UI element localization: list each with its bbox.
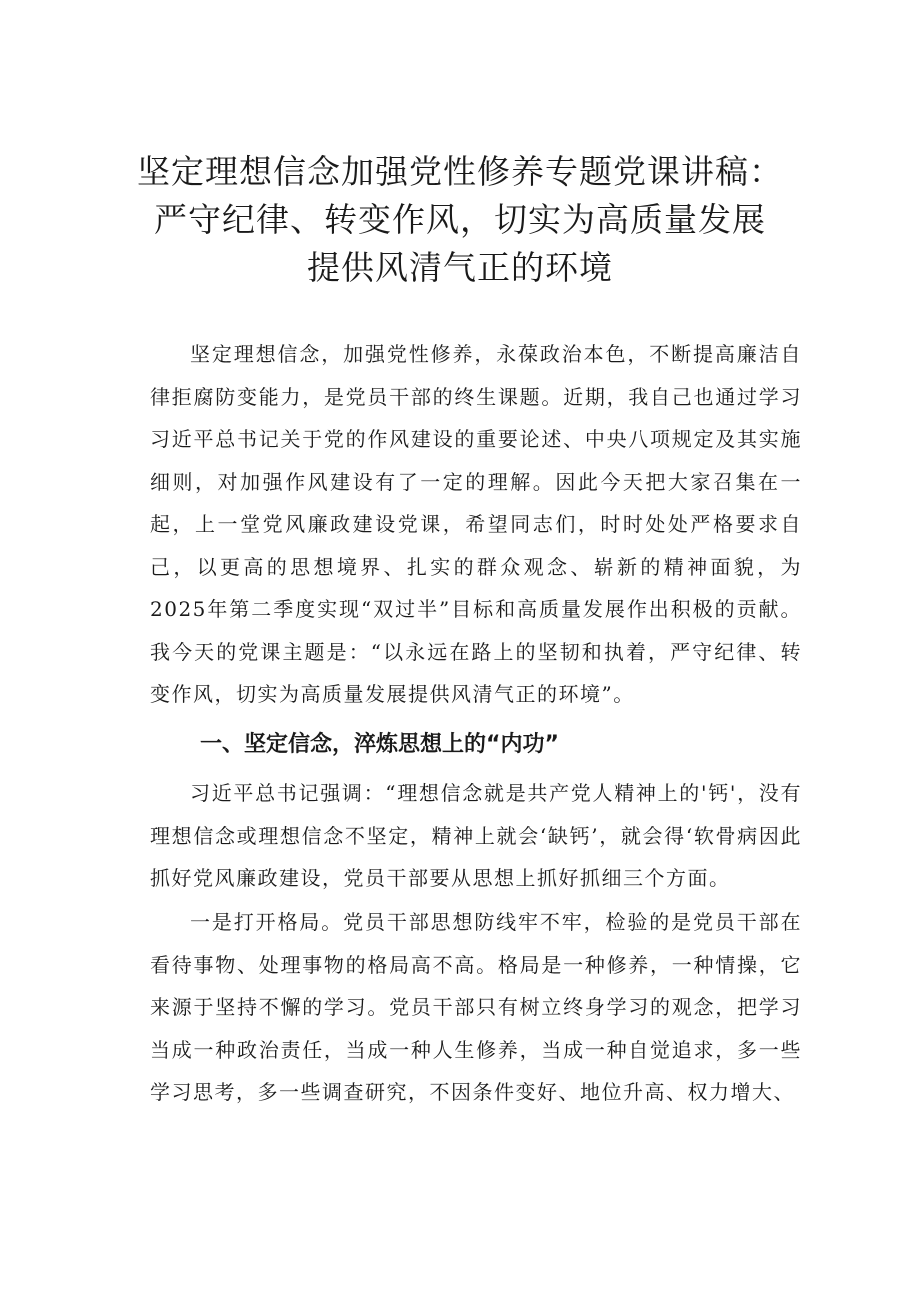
intro-paragraph: 坚定理想信念，加强党性修养，永葆政治本色，不断提高廉洁自律拒腐防变能力，是党员干部的终生课题。近期，我自己也通过学习习近平总书记关于党的作风建设的重要论述、中央八项规定及其实施细则，对加强作风建设有了一定的理解。因此今天把大家召集在一起，上一堂党风廉政建设党课，希望同志们，时时处处严格要求自己，以更高的思想境界、扎实的群众观念、崭新的精神面貌，为2025年第二季度实现“双过半”目标和高质量发展作出积极的贡献。我今天的党课主题是：“以永远在路上的坚韧和执着，严守纪律、转变作风，切实为高质量发展提供风清气正的环境”。 — [150, 342, 802, 706]
title-line-2: 严守纪律、转变作风，切实为高质量发展 — [154, 200, 766, 239]
body-paragraph: 习近平总书记强调：“理想信念就是共产党人精神上的'钙'，没有理想信念或理想信念不坚定，精神上就会‘缺钙’，就会得‘软骨病因此抓好党风廉政建设，党员干部要从思想上抓好抓细三个方面。 — [150, 781, 802, 890]
title-line-3: 提供风清气正的环境 — [307, 248, 613, 287]
body-paragraph: 一是打开格局。党员干部思想防线牢不牢，检验的是党员干部在看待事物、处理事物的格局高不高。格局是一种修养，一种情操，它来源于坚持不懈的学习。党员干部只有树立终身学习的观念，把学习当成一种政治责任，当成一种人生修养，当成一种自觉追求，多一些学习思考，多一些调查研究，不因条件变好、地位升高、权力增大、 — [150, 910, 802, 1104]
section-heading: 一、坚定信念，淬炼思想上的“内功” — [200, 732, 559, 757]
document-title — [100, 148, 820, 292]
title-line-1: 坚定理想信念加强党性修养专题党课讲稿： — [137, 152, 783, 191]
